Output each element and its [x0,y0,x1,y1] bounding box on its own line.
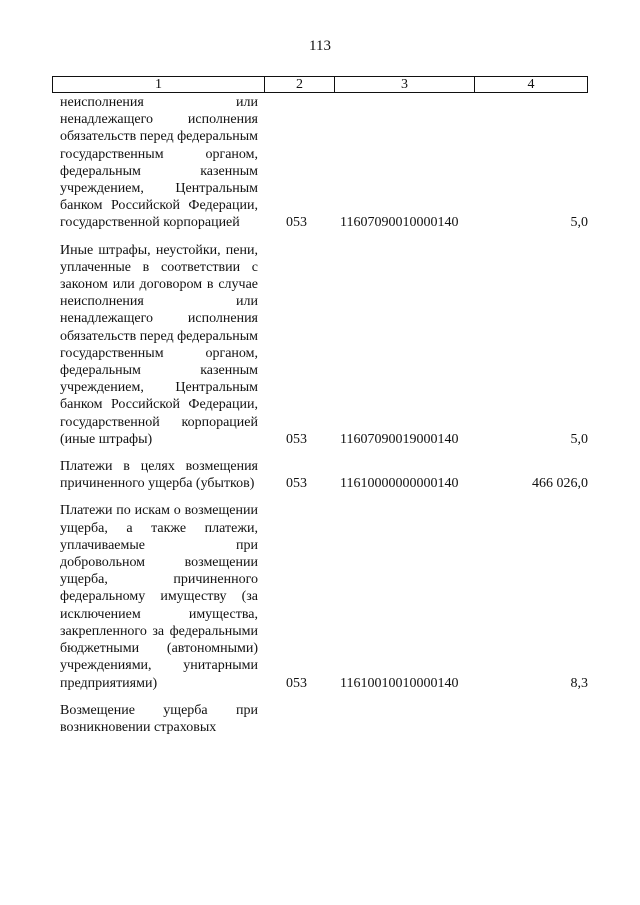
table-row [60,94,590,232]
table-header [52,76,588,93]
row-amount: 5,0 [570,431,588,447]
table-row [60,458,590,492]
page-number: 113 [309,38,331,54]
table-row [60,502,590,691]
row-amount: 466 026,0 [532,476,588,492]
row-budget-code: 11610010010000140 [340,675,459,691]
row-admin-code: 053 [286,215,307,231]
table-row [60,242,590,448]
row-admin-code: 053 [286,476,307,492]
header-col-2: 2 [265,77,335,92]
row-admin-code: 053 [286,431,307,447]
row-description: Возмещение ущерба при возникновении страховых [60,702,258,735]
header-col-4: 4 [527,76,535,92]
row-budget-code: 11607090019000140 [340,431,459,447]
row-amount: 8,3 [570,675,588,691]
row-amount: 5,0 [570,215,588,231]
row-admin-code: 053 [286,675,307,691]
row-description: неисполнения или ненадлежащего исполнения обязательств перед федеральным государственным органом, федеральным казенным учреждением, Центральным банком Российской Федерации, государственной корпорацией [60,95,259,231]
row-budget-code: 11607090010000140 [340,215,459,231]
row-description: Платежи в целях возмещения причиненного ущерба (убытков) [60,459,258,492]
row-description: Платежи по искам о возмещении ущерба, а также платежи, уплачиваемые при добровольном возмещении ущерба, причиненного федеральному имуществу (за исключением имущества, закрепленного за федеральными бюджетными (автономными) учреждениями, унитарными предприятиями) [60,503,258,691]
header-col-3: 3 [335,77,475,92]
row-budget-code: 11610000000000140 [340,476,459,492]
table-body [60,94,590,746]
header-col-1: 1 [53,77,265,92]
row-description: Иные штрафы, неустойки, пени, уплаченные в соответствии с законом или договором в случае неисполнения или ненадлежащего исполнения обязательств перед федеральным государственным органом, федеральным казенным учреждением, Центральным банком Российской Федерации, государственной корпорацией (иные штрафы) [60,242,259,447]
table-row [60,702,590,736]
